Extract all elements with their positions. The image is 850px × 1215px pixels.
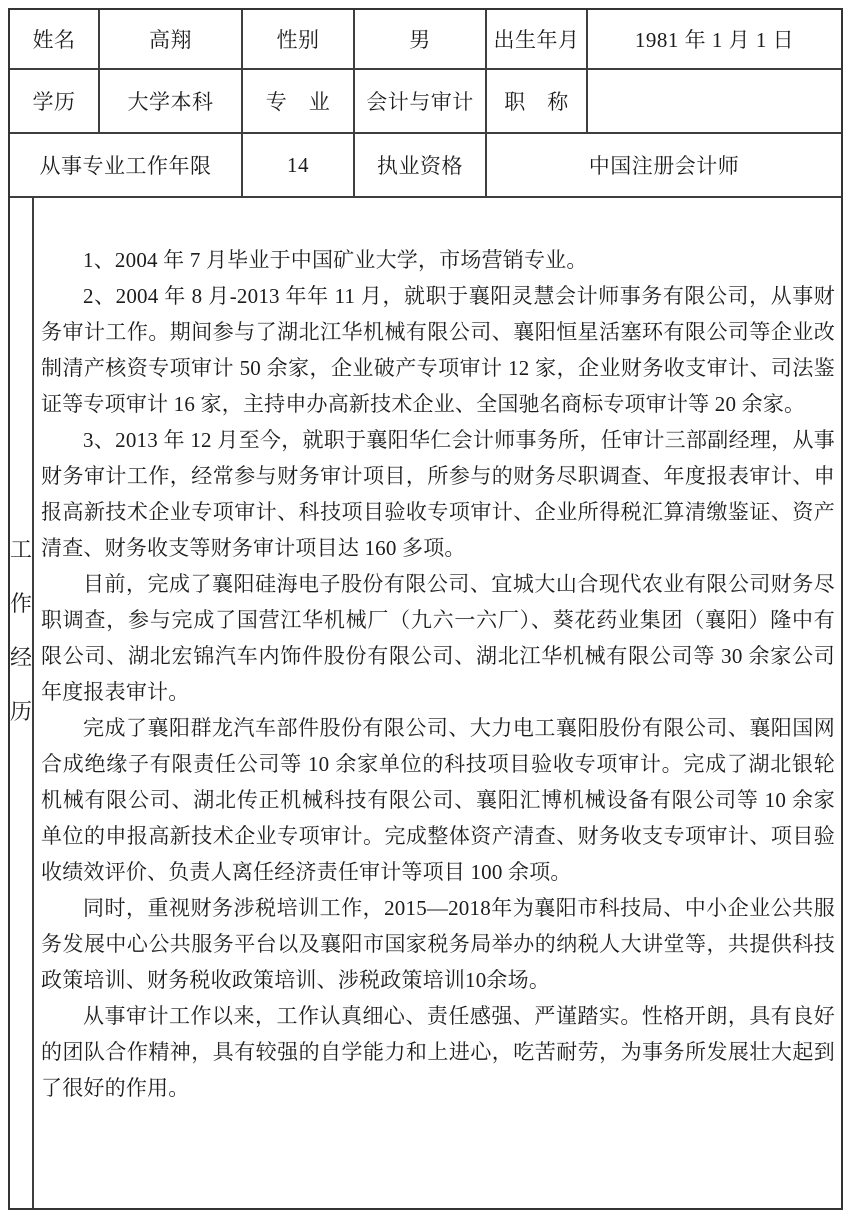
work-header-char-3: 经 — [10, 645, 33, 670]
work-header-char-4: 历 — [10, 699, 33, 724]
name-label: 姓名 — [10, 10, 100, 68]
work-paragraph-4: 目前，完成了襄阳硅海电子股份有限公司、宜城大山合现代农业有限公司财务尽职调查，参与完成了国营江华机械厂（九六一六厂）、葵花药业集团（襄阳）隆中有限公司、湖北宏锦汽车内饰件股份有限公司、湖北江华机械有限公司等 30 余家公司年度报表审计。 — [41, 572, 835, 704]
years-value: 14 — [243, 134, 355, 196]
work-header-char-2: 作 — [10, 591, 33, 616]
work-paragraph-2: 2、2004 年 8 月-2013 年年 11 月，就职于襄阳灵慧会计师事务有限公司，从事财务审计工作。期间参与了湖北江华机械有限公司、襄阳恒星活塞环有限公司等企业改制清产核资专项审计 50 余家，企业破产专项审计 12 家，企业财务收支审计、司法鉴证等专项审计 16 家，主持申办高新技术企业、全国驰名商标专项审计等 20 余家。 — [41, 284, 835, 416]
work-experience-header-chars — [10, 523, 32, 739]
work-experience-body — [34, 198, 841, 1208]
table-row-education — [10, 70, 841, 134]
resume-table — [8, 8, 843, 1210]
work-header-char-1: 工 — [10, 537, 33, 562]
birth-label: 出生年月 — [487, 10, 588, 68]
education-label: 学历 — [10, 70, 100, 132]
birth-value: 1981 年 1 月 1 日 — [634, 28, 795, 52]
work-experience-header — [10, 198, 34, 1208]
table-row-basic-info — [10, 10, 841, 70]
work-paragraph-3: 3、2013 年 12 月至今，就职于襄阳华仁会计师事务所，任审计三部副经理，从事财务审计工作，经常参与财务审计项目，所参与的财务尽职调查、年度报表审计、申报高新技术企业专项审计、科技项目验收专项审计、企业所得税汇算清缴鉴证、资产清查、财务收支等财务审计项目达 160 多项。 — [41, 428, 835, 560]
work-paragraph-5: 完成了襄阳群龙汽车部件股份有限公司、大力电工襄阳股份有限公司、襄阳国网合成绝缘子有限责任公司等 10 余家单位的科技项目验收专项审计。完成了湖北银轮机械有限公司、湖北传正机械科技有限公司、襄阳汇博机械设备有限公司等 10 余家单位的申报高新技术企业专项审计。完成整体资产清查、财务收支专项审计、项目验收绩效评价、负责人离任经济责任审计等项目 100 余项。 — [41, 716, 835, 884]
work-paragraph-1: 1、2004 年 7 月毕业于中国矿业大学，市场营销专业。 — [83, 248, 588, 272]
title-value — [588, 70, 841, 132]
gender-label: 性别 — [243, 10, 355, 68]
major-label: 专 业 — [243, 70, 355, 132]
qualification-value: 中国注册会计师 — [588, 154, 740, 178]
work-paragraph-7: 从事审计工作以来，工作认真细心、责任感强、严谨踏实。性格开朗，具有良好的团队合作精神，具有较强的自学能力和上进心，吃苦耐劳，为事务所发展壮大起到了很好的作用。 — [41, 1004, 835, 1100]
qualification-label: 执业资格 — [355, 134, 487, 196]
years-label: 从事专业工作年限 — [10, 134, 243, 196]
table-row-work-experience — [10, 198, 841, 1208]
gender-value: 男 — [355, 10, 487, 68]
education-value: 大学本科 — [100, 70, 243, 132]
title-label: 职 称 — [487, 70, 588, 132]
work-paragraph-6: 同时，重视财务涉税培训工作，2015—2018年为襄阳市科技局、中小企业公共服务发展中心公共服务平台以及襄阳市国家税务局举办的纳税人大讲堂等，共提供科技政策培训、财务税收政策培训、涉税政策培训10余场。 — [41, 896, 835, 992]
name-value: 高翔 — [100, 10, 243, 68]
major-value: 会计与审计 — [355, 70, 487, 132]
table-row-qualification — [10, 134, 841, 198]
